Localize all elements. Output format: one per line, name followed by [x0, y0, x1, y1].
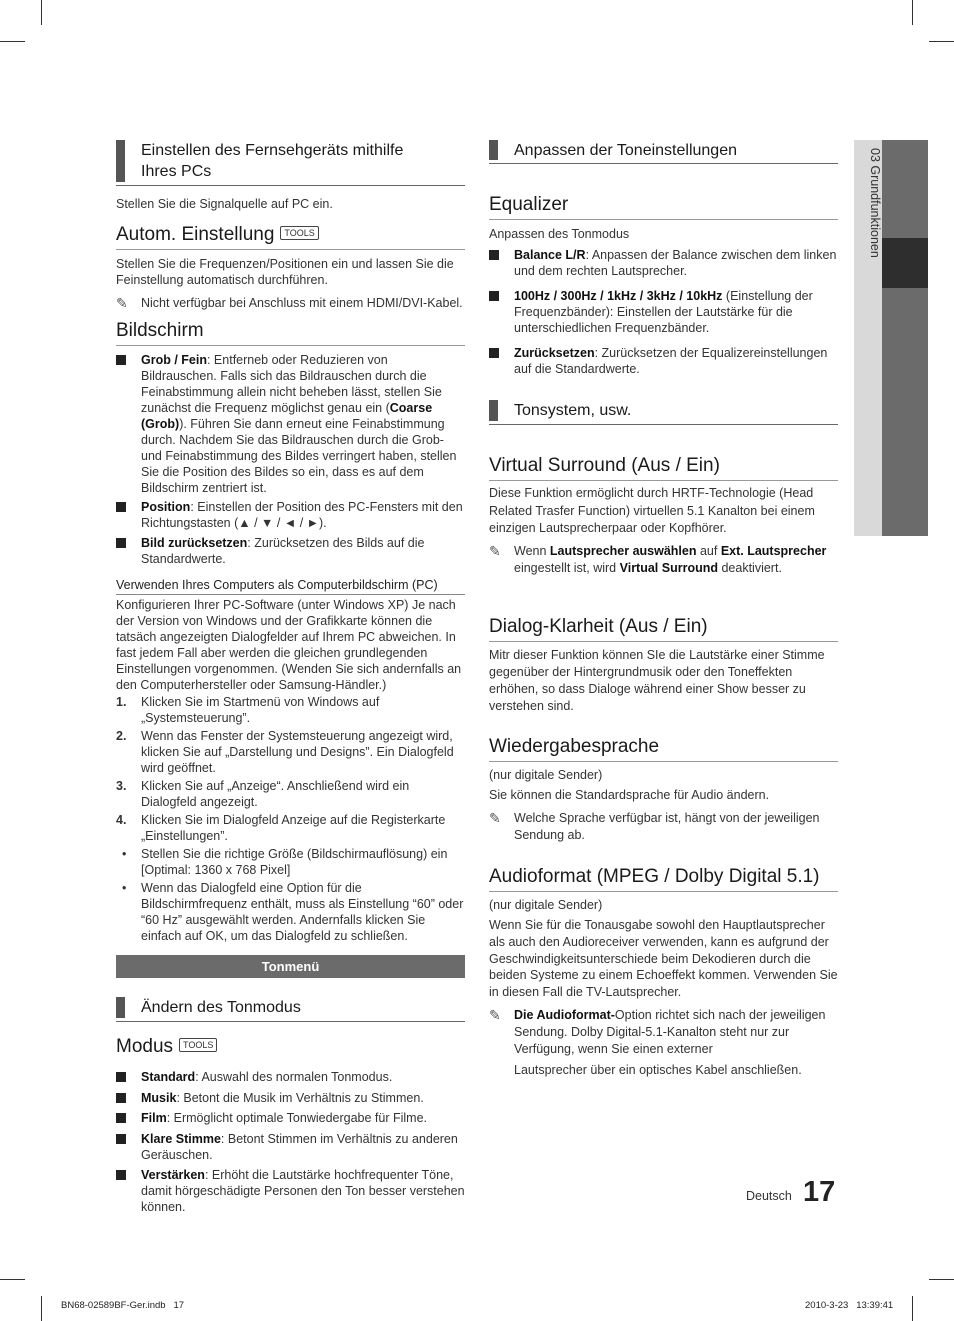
equalizer-title: Equalizer — [489, 194, 838, 220]
autom-text: Stellen Sie die Frequenzen/Positionen ein und lassen Sie die Feinstellung automatisch durchführen. — [116, 257, 454, 287]
item-label-2: Coarse (Grob) — [141, 401, 433, 431]
modus-title-text: Modus — [116, 1036, 174, 1057]
note-text: eingestellt ist, wird — [514, 561, 620, 575]
crop-mark — [41, 0, 42, 25]
bildschirm-title: Bildschirm — [116, 320, 465, 346]
modus-title — [116, 1036, 465, 1061]
crop-mark — [912, 1296, 913, 1321]
heading-text: Tonsystem, usw. — [514, 402, 632, 419]
item-label: Bild zurücksetzen — [141, 536, 248, 550]
step-text: Klicken Sie auf „Anzeige“. Anschließend wird ein Dialogfeld angezeigt. — [141, 779, 410, 809]
item-text: : Einstellen der Position des PC-Fensters mit den Richtungstasten (▲ / ▼ / ◄ / ►). — [141, 500, 463, 530]
bullet-square-icon — [116, 1072, 126, 1082]
bullet-square-icon — [116, 1093, 126, 1103]
equalizer-intro: Anpassen des Tonmodus — [489, 227, 630, 241]
crop-mark — [0, 1279, 25, 1280]
note-pencil-icon: ✎ — [489, 543, 501, 559]
note-pencil-icon: ✎ — [116, 295, 128, 311]
bullet-square-icon — [489, 250, 499, 260]
heading-bar — [489, 140, 498, 160]
tools-badge: TOOLS — [280, 226, 318, 240]
bullet-square-icon — [116, 355, 126, 365]
step-text: Stellen Sie die richtige Größe (Bildschirmauflösung) ein [Optimal: 1360 x 768 Pixel] — [141, 847, 448, 877]
note-pencil-icon: ✎ — [489, 810, 501, 826]
section-heading-ton — [489, 140, 838, 164]
note-pencil-icon: ✎ — [489, 1007, 501, 1023]
crop-mark — [41, 1296, 42, 1321]
audioformat-title: Audioformat (MPEG / Dolby Digital 5.1) — [489, 866, 838, 892]
section-heading-tonsystem — [489, 400, 838, 425]
item-text: : Zurücksetzen der Equalizereinstellungen auf die Standardwerte. — [514, 346, 828, 376]
item-text: : Anpassen der Balance zwischen dem linken und dem rechten Lautsprecher. — [514, 248, 837, 278]
virtual-surround-text: Diese Funktion ermöglicht durch HRTF-Technologie (Head Related Trasfer Function) virtuellen 5.1 Kanalton bei einem einzigen Lautsprecherpaar oder Kopfhörer. — [489, 486, 815, 535]
step-number: 4. — [116, 813, 127, 827]
note-text: Welche Sprache verfügbar ist, hängt von der jeweiligen Sendung ab. — [514, 811, 820, 842]
item-label: 100Hz / 300Hz / 1kHz / 3kHz / 10kHz — [514, 289, 723, 303]
item-text-2: ). Führen Sie dann erneut eine Feinabstimmung durch. Nachdem Sie das Bildrauschen durch die Grob- und Feinabstimmung des Bildes verringert haben, stellen Sie die Position des Bildes so ein, dass es auf dem Bildschirm zentriert ist. — [141, 417, 457, 495]
bullet-square-icon — [116, 1134, 126, 1144]
heading-text: Ändern des Tonmodus — [141, 999, 301, 1016]
page-number: 17 — [803, 1176, 836, 1208]
dialog-klarheit-text: Mitr dieser Funktion können SIe die Lautstärke einer Stimme gegenüber der Hintergrundmusik oder den Toneffekten erhöhen, so dass Dialoge während einer Show besser zu verstehen sind. — [489, 648, 825, 713]
wiedergabesprache-text: Sie können die Standardsprache für Audio ändern. — [489, 788, 770, 802]
wiedergabesprache-title: Wiedergabesprache — [489, 736, 838, 762]
footer-date: 2010-3-23 13:39:41 — [805, 1300, 894, 1311]
bullet-square-icon — [116, 1170, 126, 1180]
pc-intro: Stellen Sie die Signalquelle auf PC ein. — [116, 197, 333, 211]
item-label: Grob / Fein — [141, 353, 207, 367]
item-text: : Entferneb oder Reduzieren von Bildrauschen. Falls sich das Bildrauschen durch die Feinabstimmung allein nicht beheben lässt, stellen Sie zunächst die Frequenz möglichst genau ein ( — [141, 353, 442, 415]
note-text: Wenn — [514, 544, 550, 558]
step-text: Wenn das Fenster der Systemsteuerung angezeigt wird, klicken Sie auf „Darstellung und Designs”. Ein Dialogfeld wird geöffnet. — [141, 729, 454, 775]
step-text: Klicken Sie im Dialogfeld Anzeige auf die Registerkarte „Einstellungen”. — [141, 813, 446, 843]
footer-language: Deutsch — [746, 1189, 792, 1203]
item-text: : Ermöglicht optimale Tonwiedergabe für Filme. — [166, 1111, 428, 1125]
heading-text: Einstellen des Fernsehgeräts mithilfe Ihres PCs — [141, 142, 404, 180]
audioformat-text: Wenn Sie für die Tonausgabe sowohl den Hauptlautsprecher als auch den Audioreceiver verwenden, kann es aufgrund der Geschwindigkeitsunterschiede beim Dekodieren durch die beiden Systeme zu einem Echoeffekt kommen. Verwenden Sie in diesen Fall die TV-Lautsprecher. — [489, 918, 838, 1000]
step-number: 3. — [116, 779, 127, 793]
item-label: Zurücksetzen — [514, 346, 595, 360]
tonmenu-banner: Tonmenü — [116, 955, 465, 978]
item-text: : Zurücksetzen des Bilds auf die Standardwerte. — [141, 536, 425, 566]
step-text: Klicken Sie im Startmenü von Windows auf „Systemsteuerung”. — [141, 695, 380, 725]
heading-bar — [116, 140, 125, 182]
tab-current-marker — [882, 238, 928, 288]
footer-file-info: BN68-02589BF-Ger.indb 17 — [61, 1300, 185, 1311]
note-bold: Lautsprecher auswählen — [549, 544, 697, 558]
step-bullet: • — [122, 881, 127, 895]
crop-mark — [929, 41, 954, 42]
step-bullet: • — [122, 847, 127, 861]
section-heading-tonmodus — [116, 997, 465, 1022]
tools-badge: TOOLS — [179, 1038, 217, 1052]
item-label: Musik — [141, 1091, 177, 1105]
bullet-square-icon — [489, 291, 499, 301]
tab-dark-strip — [882, 140, 928, 536]
step-text: Wenn das Dialogfeld eine Option für die Bildschirmfrequenz enthält, muss als Einstellung “60” oder “60 Hz” ausgewählt werden. Andernfalls klicken Sie einfach auf OK, um das Dialogfeld zu schließen. — [141, 881, 464, 943]
crop-mark — [929, 1279, 954, 1280]
note-bold: Virtual Surround — [619, 561, 718, 575]
dialog-klarheit-title: Dialog-Klarheit (Aus / Ein) — [489, 616, 838, 642]
heading-text: Anpassen der Toneinstellungen — [514, 142, 737, 159]
item-label: Standard — [141, 1070, 196, 1084]
autom-title — [116, 224, 465, 250]
step-number: 1. — [116, 695, 127, 709]
section-heading-pc — [116, 140, 465, 186]
note-bold: Ext. Lautsprecher — [720, 544, 827, 558]
heading-bar — [116, 997, 125, 1018]
item-text: : Betont Stimmen im Verhältnis zu anderen Geräuschen. — [141, 1132, 458, 1162]
computer-heading: Verwenden Ihres Computers als Computerbildschirm (PC) — [116, 578, 465, 595]
virtual-surround-title: Virtual Surround (Aus / Ein) — [489, 455, 838, 481]
chapter-label: 03 Grundfunktionen — [868, 148, 882, 258]
item-label: Film — [141, 1111, 167, 1125]
note-text: Lautsprecher über ein optisches Kabel anschließen. — [514, 1063, 802, 1077]
crop-mark — [0, 41, 25, 42]
audioformat-sub: (nur digitale Sender) — [489, 898, 603, 912]
note-text: Nicht verfügbar bei Anschluss mit einem HDMI/DVI-Kabel. — [141, 296, 463, 310]
crop-mark — [912, 0, 913, 25]
step-number: 2. — [116, 729, 127, 743]
note-bold: Die Audioformat- — [514, 1008, 615, 1022]
note-text: Option richtet sich nach der jeweiligen Sendung. Dolby Digital-5.1-Kanalton steht nur zur Verfügung, wenn Sie einen externer — [514, 1008, 826, 1056]
item-text: (Einstellung der Frequenzbänder): Einstellen der Lautstärke für die unterschiedlichen Frequenzbänder. — [514, 289, 813, 335]
heading-bar — [489, 400, 498, 421]
item-label: Klare Stimme — [141, 1132, 221, 1146]
item-text: : Betont die Musik im Verhältnis zu Stimmen. — [176, 1091, 424, 1105]
chapter-side-tab — [854, 140, 928, 536]
bullet-square-icon — [116, 502, 126, 512]
note-text: auf — [696, 544, 721, 558]
bullet-square-icon — [116, 1113, 126, 1123]
item-label: Position — [141, 500, 191, 514]
bullet-square-icon — [116, 538, 126, 548]
item-label: Balance L/R — [514, 248, 586, 262]
note-text: deaktiviert. — [718, 561, 782, 575]
bullet-square-icon — [489, 348, 499, 358]
item-label: Verstärken — [141, 1168, 205, 1182]
autom-title-text: Autom. Einstellung — [116, 224, 275, 245]
wiedergabesprache-sub: (nur digitale Sender) — [489, 768, 603, 782]
item-text: : Auswahl des normalen Tonmodus. — [195, 1070, 393, 1084]
item-text: : Erhöht die Lautstärke hochfrequenter Töne, damit hörgeschädigte Personen den Ton besser verstehen können. — [141, 1168, 465, 1214]
computer-text: Konfigurieren Ihrer PC-Software (unter Windows XP) Je nach der Version von Windows und der Grafikkarte können die tatsäch angezeigten Dialogfelder auf Ihrem PC abweichen. In fast jedem Fall aber werden die gleichen grundlegenden Einstellungen vorgenommen. (Wenden Sie sich andernfalls an den Computerhersteller oder Samsung-Händler.) — [116, 598, 462, 692]
